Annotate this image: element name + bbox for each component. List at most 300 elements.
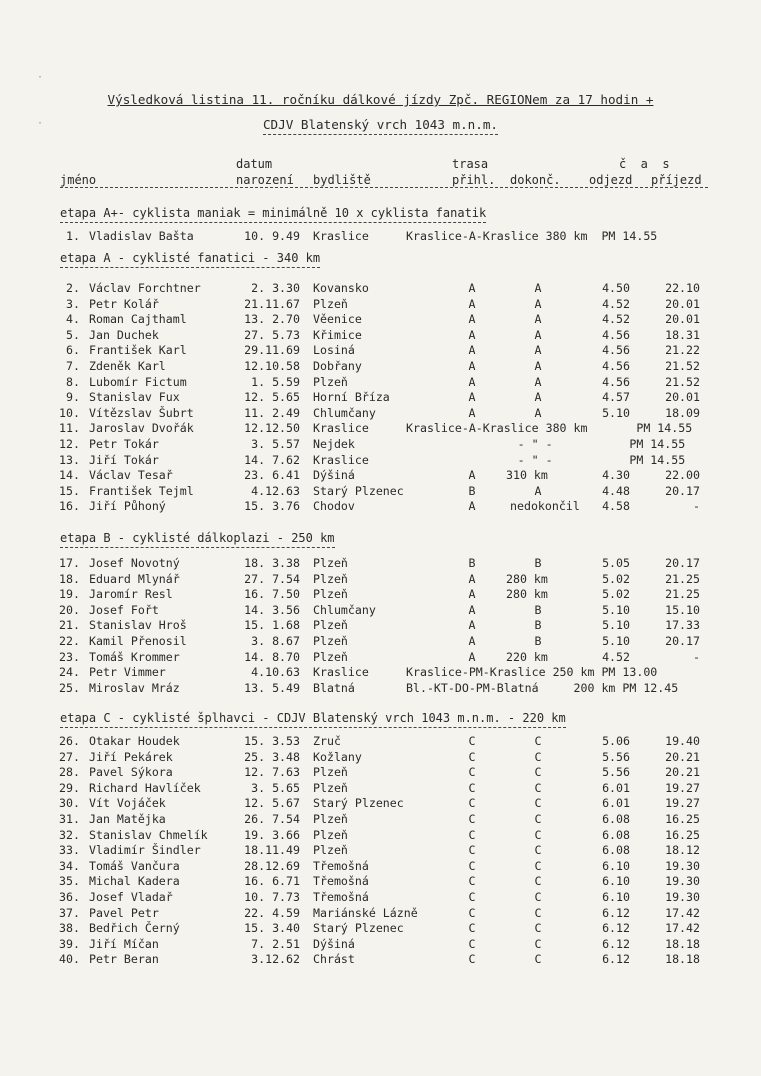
row-name: Lubomír Fictum: [89, 374, 187, 389]
row-departure: 4.56: [602, 343, 630, 358]
table-row: [0, 874, 761, 889]
row-residence: Třemošná: [313, 890, 369, 904]
table-row: [0, 312, 761, 327]
row-arrival: 20.17: [665, 634, 700, 648]
row-name: František Tejml: [89, 483, 194, 498]
row-name: Václav Forchtner: [89, 281, 201, 295]
row-birthdate: 3.12.62: [251, 952, 300, 967]
row-departure: 6.12: [602, 905, 630, 920]
row-birthdate: 15. 1.68: [244, 618, 300, 633]
row-residence: Plzeň: [313, 618, 348, 633]
row-number: 7.: [66, 359, 80, 373]
row-name: Jiří Míčan: [89, 936, 159, 951]
row-residence: Horní Bříza: [313, 390, 390, 405]
row-arrival: 21.52: [665, 374, 700, 389]
row-number: 12.: [59, 437, 80, 451]
row-name: Petr Tokár: [89, 437, 159, 451]
row-residence: Chlumčany: [313, 602, 376, 617]
row-route-completed: C: [534, 936, 542, 951]
row-arrival: 20.01: [665, 390, 700, 405]
row-residence: Plzeň: [313, 634, 348, 648]
row-arrival: 20.21: [665, 765, 700, 780]
document-subtitle: [0, 117, 761, 132]
row-residence: Chrást: [313, 952, 355, 967]
row-departure: 5.10: [602, 602, 630, 617]
row-departure: 6.10: [602, 874, 630, 889]
row-number: 31.: [59, 812, 80, 826]
row-route-completed: A: [534, 359, 542, 373]
row-arrival: 19.27: [665, 796, 700, 811]
row-residence: Dýšiná: [313, 936, 355, 951]
row-route-completed: 280 km: [506, 587, 548, 602]
row-route-completed: 310 km: [506, 468, 548, 483]
row-arrival: 18.18: [665, 952, 700, 967]
row-departure: 6.01: [602, 780, 630, 795]
row-route-registered: A: [468, 312, 476, 327]
section-heading: [60, 531, 335, 545]
row-number: 23.: [59, 649, 80, 664]
row-birthdate: 13. 2.70: [244, 312, 300, 327]
row-birthdate: 16. 6.71: [244, 874, 300, 889]
row-arrival: 21.25: [665, 587, 700, 602]
row-route-completed: 220 km: [506, 649, 548, 664]
row-route-completed: C: [534, 890, 542, 904]
row-departure: 6.12: [602, 921, 630, 936]
row-departure: 6.01: [602, 796, 630, 811]
row-departure: 5.02: [602, 587, 630, 602]
row-departure: 4.50: [602, 281, 630, 295]
table-row: [0, 921, 761, 936]
row-arrival: 16.25: [665, 827, 700, 842]
row-route-registered: C: [468, 827, 476, 842]
row-route-completed: C: [534, 874, 542, 889]
row-route-completed: B: [534, 556, 542, 570]
header-prijezd: příjezd: [651, 173, 702, 187]
section-heading: [60, 206, 486, 220]
row-route-registered: A: [468, 499, 476, 514]
row-route-completed: A: [534, 312, 542, 327]
row-route-registered: A: [468, 343, 476, 358]
row-name: Miroslav Mráz: [89, 680, 180, 695]
row-birthdate: 18.11.49: [244, 843, 300, 858]
row-route-completed: 280 km: [506, 571, 548, 586]
row-route-completed: B: [534, 634, 542, 648]
row-number: 37.: [59, 905, 80, 920]
row-birthdate: 12. 5.67: [244, 796, 300, 811]
header-rule: [60, 187, 708, 188]
row-name: Petr Vimmer: [89, 665, 166, 680]
row-route-completed: A: [534, 343, 542, 358]
table-row: [0, 665, 761, 680]
row-route-registered: C: [468, 749, 476, 764]
header-datum: datum: [236, 157, 273, 171]
row-number: 32.: [59, 827, 80, 842]
header-odjezd: odjezd: [589, 173, 633, 187]
table-row: [0, 468, 761, 483]
row-birthdate: 12.12.50: [244, 421, 300, 436]
row-number: 24.: [59, 665, 80, 680]
row-departure: 5.02: [602, 571, 630, 586]
row-route-registered: A: [468, 587, 476, 602]
row-name: Josef Fořt: [89, 602, 159, 617]
row-departure: 4.56: [602, 327, 630, 342]
table-row: [0, 453, 761, 468]
row-birthdate: 3. 5.65: [251, 780, 300, 795]
row-route-registered: C: [468, 780, 476, 795]
table-row: [0, 828, 761, 843]
row-name: Jan Duchek: [89, 327, 159, 342]
row-arrival: 20.21: [665, 749, 700, 764]
row-number: 8.: [66, 374, 80, 389]
row-residence: Nejdek: [313, 437, 355, 451]
header-cas: č a s: [619, 157, 670, 171]
table-row: [0, 587, 761, 602]
row-route-completed: A: [534, 281, 542, 295]
row-name: Tomáš Vančura: [89, 858, 180, 873]
row-number: 34.: [59, 858, 80, 873]
row-route-completed: A: [534, 296, 542, 311]
row-birthdate: 15. 3.40: [244, 921, 300, 936]
row-departure: 4.58: [602, 499, 630, 514]
row-residence: Starý Plzenec: [313, 921, 404, 936]
row-route-registered: C: [468, 905, 476, 920]
row-route-registered: C: [468, 765, 476, 780]
row-number: 25.: [59, 680, 80, 695]
table-row: [0, 890, 761, 905]
row-name: Vladislav Bašta: [89, 229, 194, 243]
row-number: 6.: [66, 343, 80, 358]
row-residence: Blatná: [313, 680, 355, 695]
row-number: 10.: [59, 405, 80, 420]
row-residence: Dobřany: [313, 359, 362, 373]
row-departure: 5.10: [602, 405, 630, 420]
row-number: 35.: [59, 874, 80, 889]
table-row: [0, 390, 761, 405]
row-name: Pavel Sýkora: [89, 765, 173, 780]
header-bydliste: bydliště: [313, 173, 371, 187]
row-number: 14.: [59, 468, 80, 483]
row-name: Roman Cajthaml: [89, 312, 187, 327]
row-name: Stanislav Chmelík: [89, 827, 208, 842]
table-row: [0, 812, 761, 827]
row-route-registered: B: [468, 556, 476, 570]
row-number: 4.: [66, 312, 80, 327]
row-route-completed: B: [534, 618, 542, 633]
row-birthdate: 1. 5.59: [251, 374, 300, 389]
row-route-note: - " - PM 14.55: [406, 452, 686, 467]
table-row: [0, 297, 761, 312]
row-name: Otakar Houdek: [89, 734, 180, 748]
row-residence: Plzeň: [313, 296, 348, 311]
row-arrival: -: [693, 649, 700, 664]
row-name: Eduard Mlynář: [89, 571, 180, 586]
row-birthdate: 3. 5.57: [251, 437, 300, 451]
row-name: Jaromír Resl: [89, 587, 173, 602]
table-row: [0, 343, 761, 358]
row-departure: 6.08: [602, 812, 630, 826]
row-departure: 6.12: [602, 952, 630, 967]
row-departure: 5.06: [602, 734, 630, 748]
row-route-completed: C: [534, 843, 542, 858]
table-row: [0, 843, 761, 858]
row-number: 26.: [59, 734, 80, 748]
section-heading-text: etapa A+- cyklista maniak = minimálně 10 x cyklista fanatik: [60, 206, 486, 223]
row-route-completed: C: [534, 812, 542, 826]
row-route-completed: C: [534, 921, 542, 936]
row-birthdate: 25. 3.48: [244, 749, 300, 764]
table-row: [0, 906, 761, 921]
row-residence: Mariánské Lázně: [313, 905, 418, 920]
header-jmeno: jméno: [60, 173, 97, 187]
row-birthdate: 7. 2.51: [251, 936, 300, 951]
row-name: Petr Kolář: [89, 296, 159, 311]
row-birthdate: 27. 5.73: [244, 327, 300, 342]
table-row: [0, 650, 761, 665]
row-residence: Kraslice: [313, 421, 369, 436]
table-row: [0, 484, 761, 499]
row-arrival: 19.30: [665, 858, 700, 873]
row-number: 11.: [59, 421, 80, 436]
row-route-note: Kraslice-A-Kraslice 380 km PM 14.55: [406, 421, 693, 436]
section-heading-text: etapa B - cyklisté dálkoplazi - 250 km: [60, 531, 335, 548]
row-residence: Kraslice: [313, 665, 369, 680]
margin-mark: ·: [37, 72, 44, 83]
row-birthdate: 18. 3.38: [244, 556, 300, 570]
section-heading-text: etapa A - cyklisté fanatici - 340 km: [60, 251, 320, 268]
row-birthdate: 11. 2.49: [244, 405, 300, 420]
row-departure: 4.30: [602, 468, 630, 483]
row-route-completed: A: [534, 405, 542, 420]
row-arrival: 20.17: [665, 556, 700, 570]
row-departure: 6.10: [602, 858, 630, 873]
header-trasa: trasa: [452, 157, 489, 171]
row-residence: Plzeň: [313, 556, 348, 570]
row-name: Jiří Tokár: [89, 452, 159, 467]
row-arrival: 21.25: [665, 571, 700, 586]
row-route-registered: A: [468, 390, 476, 405]
section-heading: [60, 711, 566, 725]
row-residence: Plzeň: [313, 571, 348, 586]
row-route-registered: A: [468, 281, 476, 295]
table-row: [0, 421, 761, 436]
row-route-completed: A: [534, 374, 542, 389]
row-route-registered: C: [468, 921, 476, 936]
row-route-note: Kraslice-A-Kraslice 380 km PM 14.55: [406, 229, 658, 243]
row-departure: 4.56: [602, 359, 630, 373]
row-arrival: 17.42: [665, 921, 700, 936]
row-birthdate: 29.11.69: [244, 343, 300, 358]
row-departure: 6.12: [602, 936, 630, 951]
table-row: [0, 406, 761, 421]
row-name: Jiří Půhoný: [89, 499, 166, 514]
row-number: 18.: [59, 571, 80, 586]
row-number: 19.: [59, 587, 80, 602]
row-route-note: Kraslice-PM-Kraslice 250 km PM 13.00: [406, 665, 658, 680]
row-residence: Kovansko: [313, 281, 369, 295]
row-route-registered: A: [468, 405, 476, 420]
row-birthdate: 12.10.58: [244, 359, 300, 373]
row-birthdate: 23. 6.41: [244, 468, 300, 483]
row-birthdate: 12. 7.63: [244, 765, 300, 780]
table-row: [0, 375, 761, 390]
row-number: 28.: [59, 765, 80, 780]
row-route-registered: C: [468, 874, 476, 889]
row-route-completed: C: [534, 827, 542, 842]
row-arrival: 21.22: [665, 343, 700, 358]
table-row: [0, 734, 761, 749]
row-arrival: 18.18: [665, 936, 700, 951]
row-departure: 6.08: [602, 843, 630, 858]
row-residence: Chlumčany: [313, 405, 376, 420]
row-number: 20.: [59, 602, 80, 617]
row-arrival: 18.31: [665, 327, 700, 342]
row-route-registered: C: [468, 734, 476, 748]
row-arrival: 22.10: [665, 281, 700, 295]
row-route-registered: A: [468, 374, 476, 389]
row-residence: Plzeň: [313, 812, 348, 826]
row-arrival: 20.01: [665, 312, 700, 327]
row-residence: Třemošná: [313, 874, 369, 889]
row-residence: Plzeň: [313, 587, 348, 602]
row-route-registered: A: [468, 649, 476, 664]
row-residence: Plzeň: [313, 649, 348, 664]
row-residence: Věenice: [313, 312, 362, 327]
row-name: Josef Vladař: [89, 890, 173, 904]
row-departure: 4.52: [602, 649, 630, 664]
table-row: [0, 437, 761, 452]
row-name: Jan Matějka: [89, 812, 166, 826]
table-row: [0, 781, 761, 796]
row-residence: Dýšiná: [313, 468, 355, 483]
row-route-registered: C: [468, 936, 476, 951]
row-departure: 4.56: [602, 374, 630, 389]
row-departure: 5.56: [602, 749, 630, 764]
row-arrival: 20.01: [665, 296, 700, 311]
subtitle-text: CDJV Blatenský vrch 1043 m.n.m.: [263, 117, 498, 135]
row-birthdate: 22. 4.59: [244, 905, 300, 920]
row-birthdate: 28.12.69: [244, 858, 300, 873]
row-residence: Kraslice: [313, 229, 369, 243]
row-number: 30.: [59, 796, 80, 811]
row-birthdate: 26. 7.54: [244, 812, 300, 826]
row-name: Václav Tesař: [89, 468, 173, 483]
row-residence: Třemošná: [313, 858, 369, 873]
row-name: Petr Beran: [89, 952, 159, 967]
row-arrival: 20.17: [665, 483, 700, 498]
row-number: 17.: [59, 556, 80, 570]
row-route-registered: C: [468, 952, 476, 967]
row-number: 2.: [66, 281, 80, 295]
row-arrival: 17.33: [665, 618, 700, 633]
row-arrival: 18.09: [665, 405, 700, 420]
row-birthdate: 14. 8.70: [244, 649, 300, 664]
row-birthdate: 15. 3.76: [244, 499, 300, 514]
table-row: [0, 229, 761, 244]
row-route-registered: A: [468, 359, 476, 373]
row-route-completed: C: [534, 780, 542, 795]
row-number: 9.: [66, 390, 80, 405]
table-row: [0, 796, 761, 811]
row-name: Vít Vojáček: [89, 796, 166, 811]
row-name: Tomáš Krommer: [89, 649, 180, 664]
row-route-completed: C: [534, 749, 542, 764]
row-departure: 4.52: [602, 296, 630, 311]
row-route-completed: A: [534, 483, 542, 498]
row-number: 1.: [66, 229, 80, 243]
row-number: 40.: [59, 952, 80, 967]
row-name: Pavel Petr: [89, 905, 159, 920]
row-residence: Zruč: [313, 734, 341, 748]
row-number: 21.: [59, 618, 80, 633]
row-number: 16.: [59, 499, 80, 514]
table-row: [0, 765, 761, 780]
row-number: 3.: [66, 296, 80, 311]
row-residence: Plzeň: [313, 780, 348, 795]
row-birthdate: 10. 9.49: [244, 229, 300, 243]
table-row: [0, 750, 761, 765]
row-arrival: 19.30: [665, 874, 700, 889]
row-route-registered: C: [468, 858, 476, 873]
row-birthdate: 15. 3.53: [244, 734, 300, 748]
row-number: 33.: [59, 843, 80, 858]
row-residence: Kožlany: [313, 749, 362, 764]
row-route-registered: C: [468, 812, 476, 826]
header-prihl: přihl.: [452, 173, 496, 187]
row-number: 36.: [59, 890, 80, 904]
table-row: [0, 859, 761, 874]
row-number: 39.: [59, 936, 80, 951]
row-residence: Plzeň: [313, 765, 348, 780]
row-arrival: 17.42: [665, 905, 700, 920]
table-row: [0, 556, 761, 571]
row-number: 13.: [59, 452, 80, 467]
row-departure: 6.08: [602, 827, 630, 842]
row-name: František Karl: [89, 343, 187, 358]
row-number: 29.: [59, 780, 80, 795]
row-birthdate: 14. 3.56: [244, 602, 300, 617]
row-number: 27.: [59, 749, 80, 764]
row-arrival: 15.10: [665, 602, 700, 617]
table-row: [0, 572, 761, 587]
row-route-completed: nedokončil: [510, 499, 580, 514]
row-birthdate: 2. 3.30: [251, 281, 300, 295]
row-route-registered: C: [468, 796, 476, 811]
row-route-registered: A: [468, 296, 476, 311]
header-dokonc: dokonč.: [510, 173, 561, 187]
row-departure: 5.56: [602, 765, 630, 780]
row-route-note: - " - PM 14.55: [406, 437, 686, 451]
row-departure: 4.48: [602, 483, 630, 498]
table-row: [0, 499, 761, 514]
row-arrival: 19.30: [665, 890, 700, 904]
row-route-completed: C: [534, 734, 542, 748]
row-residence: Plzeň: [313, 374, 348, 389]
row-birthdate: 19. 3.66: [244, 827, 300, 842]
row-route-completed: A: [534, 327, 542, 342]
table-row: [0, 603, 761, 618]
table-row: [0, 618, 761, 633]
row-route-completed: C: [534, 796, 542, 811]
row-birthdate: 14. 7.62: [244, 452, 300, 467]
section-heading-text: etapa C - cyklisté šplhavci - CDJV Blatenský vrch 1043 m.n.m. - 220 km: [60, 711, 566, 728]
row-name: Jiří Pekárek: [89, 749, 173, 764]
row-route-registered: A: [468, 602, 476, 617]
row-name: Zdeněk Karl: [89, 359, 166, 373]
row-birthdate: 3. 8.67: [251, 634, 300, 648]
row-route-registered: A: [468, 571, 476, 586]
row-name: Bedřich Černý: [89, 921, 180, 936]
row-number: 15.: [59, 483, 80, 498]
